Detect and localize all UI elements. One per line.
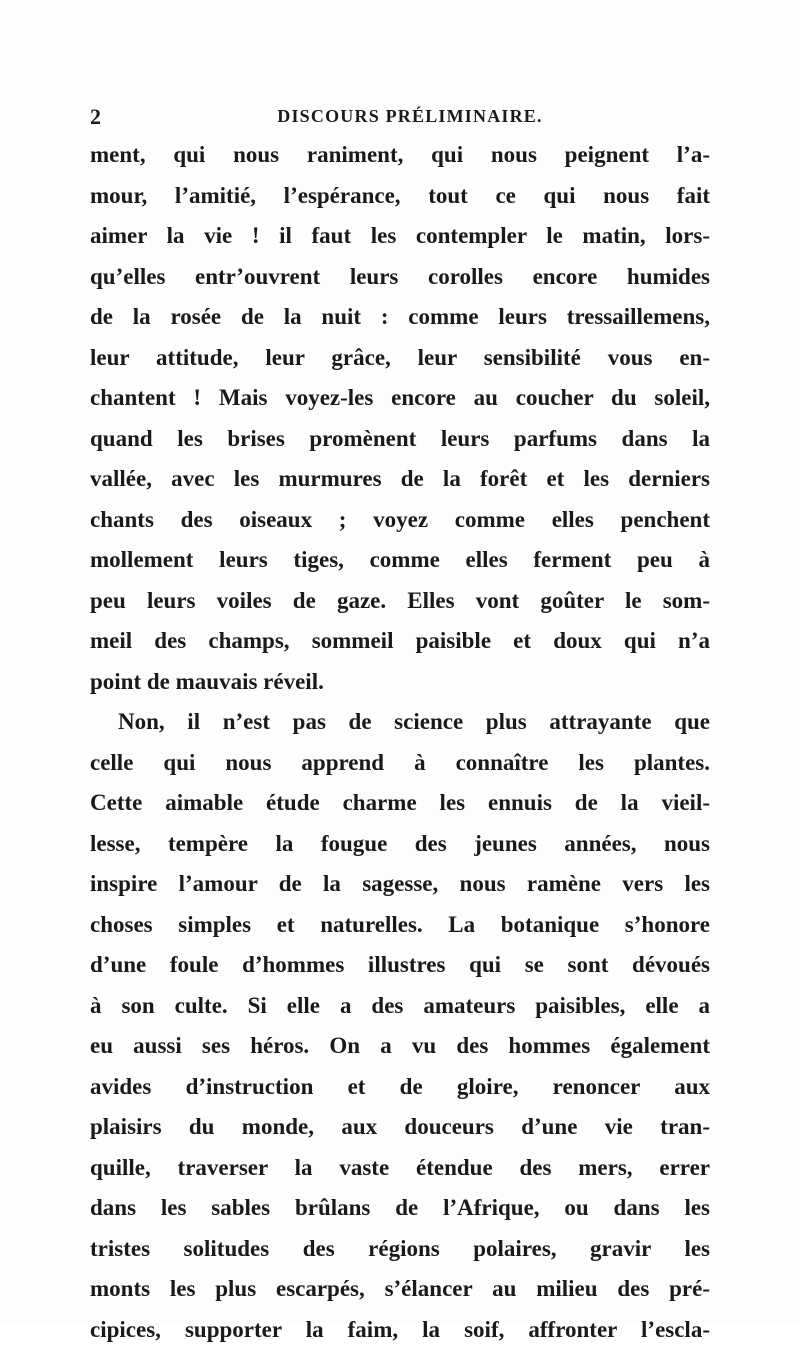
text-line: monts les plus escarpés, s’élancer au milieu des pré- xyxy=(90,1269,710,1310)
paragraph-end-line: point de mauvais réveil. xyxy=(90,662,710,703)
text-line: qu’elles entr’ouvrent leurs corolles encore humides xyxy=(90,257,710,298)
paragraph-start-line: Non, il n’est pas de science plus attrayante que xyxy=(90,702,710,743)
text-line: eu aussi ses héros. On a vu des hommes également xyxy=(90,1026,710,1067)
text-line: mour, l’amitié, l’espérance, tout ce qui nous fait xyxy=(90,176,710,217)
text-line: de la rosée de la nuit : comme leurs tressaillemens, xyxy=(90,297,710,338)
text-line: vallée, avec les murmures de la forêt et les derniers xyxy=(90,459,710,500)
text-line: Cette aimable étude charme les ennuis de la vieil- xyxy=(90,783,710,824)
text-line: aimer la vie ! il faut les contempler le matin, lors- xyxy=(90,216,710,257)
text-line: à son culte. Si elle a des amateurs paisibles, elle a xyxy=(90,986,710,1027)
running-title: DISCOURS PRÉLIMINAIRE. xyxy=(90,106,710,127)
text-line: celle qui nous apprend à connaître les plantes. xyxy=(90,743,710,784)
text-line: chants des oiseaux ; voyez comme elles penchent xyxy=(90,500,710,541)
text-line: leur attitude, leur grâce, leur sensibilité vous en- xyxy=(90,338,710,379)
text-line: avides d’instruction et de gloire, renoncer aux xyxy=(90,1067,710,1108)
text-line: chantent ! Mais voyez-les encore au coucher du soleil, xyxy=(90,378,710,419)
text-line: plaisirs du monde, aux douceurs d’une vie tran- xyxy=(90,1107,710,1148)
text-line: mollement leurs tiges, comme elles ferment peu à xyxy=(90,540,710,581)
text-line: dans les sables brûlans de l’Afrique, ou dans les xyxy=(90,1188,710,1229)
text-line: ment, qui nous raniment, qui nous peignent l’a- xyxy=(90,135,710,176)
running-head xyxy=(90,104,710,134)
text-line: inspire l’amour de la sagesse, nous ramène vers les xyxy=(90,864,710,905)
text-line: quille, traverser la vaste étendue des mers, errer xyxy=(90,1148,710,1189)
text-line: cipices, supporter la faim, la soif, affronter l’escla- xyxy=(90,1310,710,1350)
text-line: peu leurs voiles de gaze. Elles vont goûter le som- xyxy=(90,581,710,622)
text-line: tristes solitudes des régions polaires, gravir les xyxy=(90,1229,710,1270)
text-line: lesse, tempère la fougue des jeunes années, nous xyxy=(90,824,710,865)
text-line: d’une foule d’hommes illustres qui se sont dévoués xyxy=(90,945,710,986)
page-number: 2 xyxy=(90,104,101,130)
text-line: meil des champs, sommeil paisible et doux qui n’a xyxy=(90,621,710,662)
text-line: quand les brises promènent leurs parfums dans la xyxy=(90,419,710,460)
body-text xyxy=(90,135,710,1350)
text-line: choses simples et naturelles. La botanique s’honore xyxy=(90,905,710,946)
